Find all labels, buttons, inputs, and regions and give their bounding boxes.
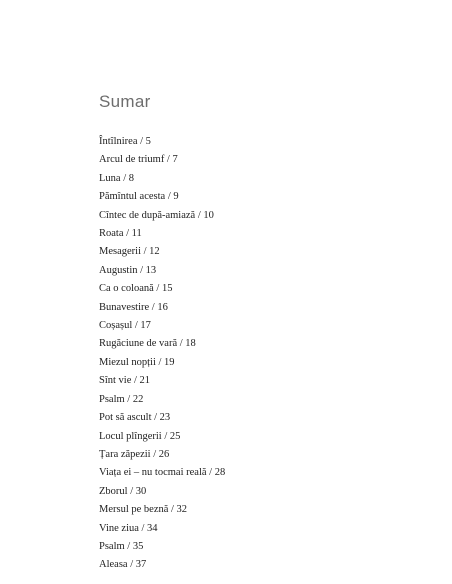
toc-entry: Pot să ascult / 23 xyxy=(99,412,171,424)
toc-entry: Cîntec de după-amiază / 10 xyxy=(99,209,214,221)
toc-entry: Mersul pe beznă / 32 xyxy=(99,504,188,516)
toc-entry: Vine ziua / 34 xyxy=(99,522,158,534)
toc-entry: Rugăciune de vară / 18 xyxy=(99,338,196,350)
toc-entry: Aleasa / 37 xyxy=(99,559,147,571)
toc-entry: Luna / 8 xyxy=(99,172,134,184)
toc-entry: Miezul nopții / 19 xyxy=(99,356,175,368)
toc-entry: Psalm / 22 xyxy=(99,393,144,405)
toc-entry: Întîlnirea / 5 xyxy=(99,136,151,147)
toc-entry: Zborul / 30 xyxy=(99,485,147,497)
toc-entry: Locul plîngerii / 25 xyxy=(99,430,181,442)
toc-entry: Coșașul / 17 xyxy=(99,320,151,332)
toc-entry: Bunavestire / 16 xyxy=(99,301,168,313)
toc-entry: Roata / 11 xyxy=(99,228,142,240)
toc-entry: Arcul de triumf / 7 xyxy=(99,154,178,166)
toc-entry: Psalm / 35 xyxy=(99,540,144,552)
toc-entry: Sînt vie / 21 xyxy=(99,375,151,387)
toc-entry: Țara zăpezii / 26 xyxy=(99,448,170,460)
toc-entry: Pămîntul acesta / 9 xyxy=(99,191,179,203)
toc-entry: Viața ei – nu tocmai reală / 28 xyxy=(99,467,226,479)
toc-entry: Mesagerii / 12 xyxy=(99,246,160,258)
toc-entry: Augustin / 13 xyxy=(99,264,157,276)
page-title: Sumar xyxy=(99,92,151,111)
toc-entry: Ca o coloană / 15 xyxy=(99,283,173,295)
table-of-contents xyxy=(99,133,225,575)
